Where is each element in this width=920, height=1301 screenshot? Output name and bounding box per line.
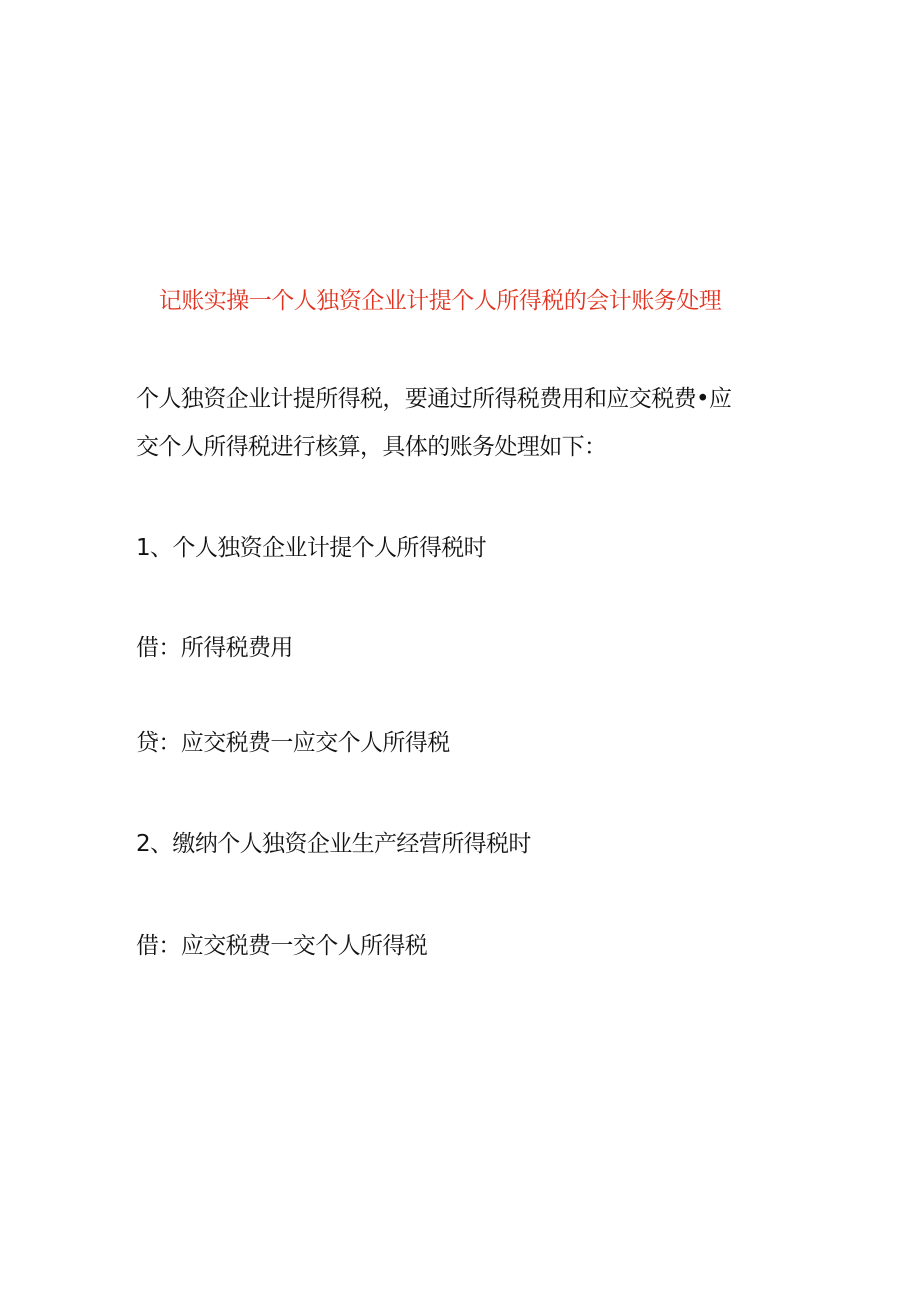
section-2-debit-entry: 借：应交税费一交个人所得税 [136, 933, 428, 959]
section-1-heading: 1、个人独资企业计提个人所得税时 [136, 535, 487, 561]
document-title: 记账实操一个人独资企业计提个人所得税的会计账务处理 [158, 288, 722, 314]
section-1-credit-entry: 贷：应交税费一应交个人所得税 [136, 730, 450, 756]
section-2-heading: 2、缴纳个人独资企业生产经营所得税时 [136, 831, 531, 857]
section-1-debit-entry: 借：所得税费用 [136, 635, 293, 661]
intro-paragraph [136, 375, 776, 471]
intro-line-2: 交个人所得税进行核算，具体的账务处理如下： [136, 434, 607, 460]
intro-line-1: 个人独资企业计提所得税，要通过所得税费用和应交税费•应 [136, 386, 732, 412]
